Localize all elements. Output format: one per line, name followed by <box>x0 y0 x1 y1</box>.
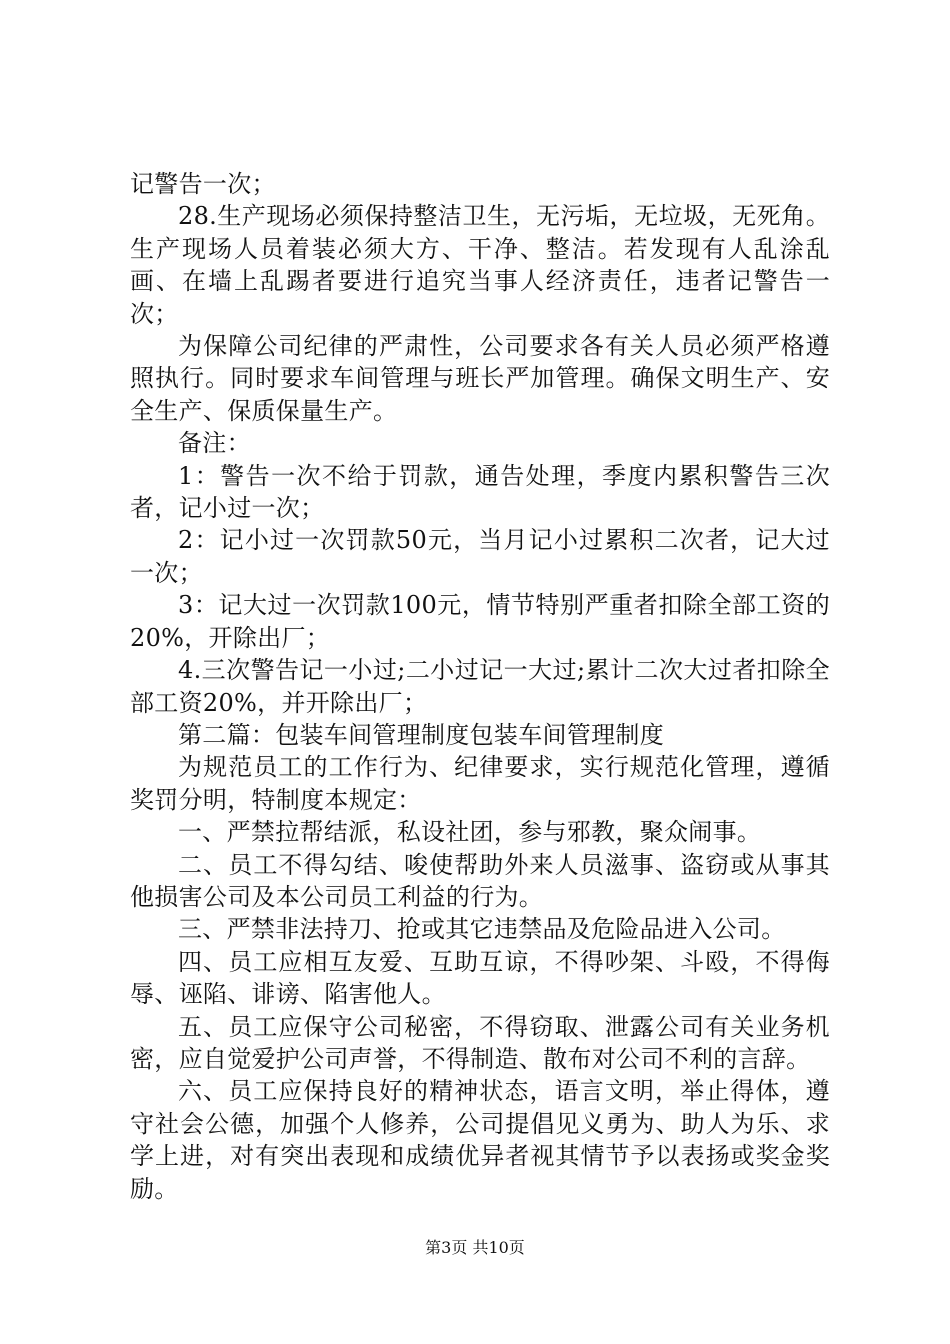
page-number-footer: 第3页 共10页 <box>425 1238 525 1257</box>
paragraph-item-5: 五、员工应保守公司秘密，不得窃取、泄露公司有关业务机密，应自觉爱护公司声誉，不得制造、散布对公司不利的言辞。 <box>130 1012 830 1073</box>
section-title: 第二篇：包装车间管理制度包装车间管理制度 <box>178 720 664 749</box>
paragraph-item-4: 四、员工应相互友爱、互助互谅，不得吵架、斗殴，不得侮辱、诬陷、诽谤、陷害他人。 <box>130 947 830 1009</box>
paragraph-item-3: 三、严禁非法持刀、抢或其它违禁品及危险品进入公司。 <box>178 915 786 944</box>
paragraph-continuation: 记警告一次； <box>130 170 276 198</box>
paragraph-intro: 为规范员工的工作行为、纪律要求，实行规范化管理，遵循奖罚分明，特制度本规定： <box>130 753 830 814</box>
paragraph-note-2: 2：记小过一次罚款50元，当月记小过累积二次者，记大过一次； <box>130 526 830 587</box>
paragraph-note-4: 4.三次警告记一小过;二小过记一大过;累计二次大过者扣除全部工资20%，并开除出厂； <box>130 656 830 717</box>
paragraph-item-1: 一、严禁拉帮结派，私设社团，参与邪教，聚众闹事。 <box>178 818 762 847</box>
paragraph-notes-heading: 备注： <box>178 429 251 458</box>
document-body <box>130 168 830 1205</box>
paragraph-item-6: 六、员工应保持良好的精神状态，语言文明，举止得体，遵守社会公德，加强个人修养，公司提倡见义勇为、助人为乐、求学上进，对有突出表现和成绩优异者视其情节予以表扬或奖金奖励。 <box>130 1077 830 1203</box>
paragraph-item-2: 二、员工不得勾结、唆使帮助外来人员滋事、盗窃或从事其他损害公司及本公司员工利益的行为。 <box>130 850 830 911</box>
paragraph-note-1: 1：警告一次不给于罚款，通告处理，季度内累积警告三次者，记小过一次； <box>130 461 830 523</box>
paragraph-note-3: 3：记大过一次罚款100元，情节特别严重者扣除全部工资的20%，开除出厂； <box>130 591 830 652</box>
paragraph-rule-28: 28.生产现场必须保持整洁卫生，无污垢，无垃圾，无死角。生产现场人员着装必须大方、干净、整洁。若发现有人乱涂乱画、在墙上乱踢者要进行追究当事人经济责任，违者记警告一次； <box>130 202 830 328</box>
paragraph-discipline-summary: 为保障公司纪律的严肃性，公司要求各有关人员必须严格遵照执行。同时要求车间管理与班长严加管理。确保文明生产、安全生产、保质保量生产。 <box>130 332 830 425</box>
